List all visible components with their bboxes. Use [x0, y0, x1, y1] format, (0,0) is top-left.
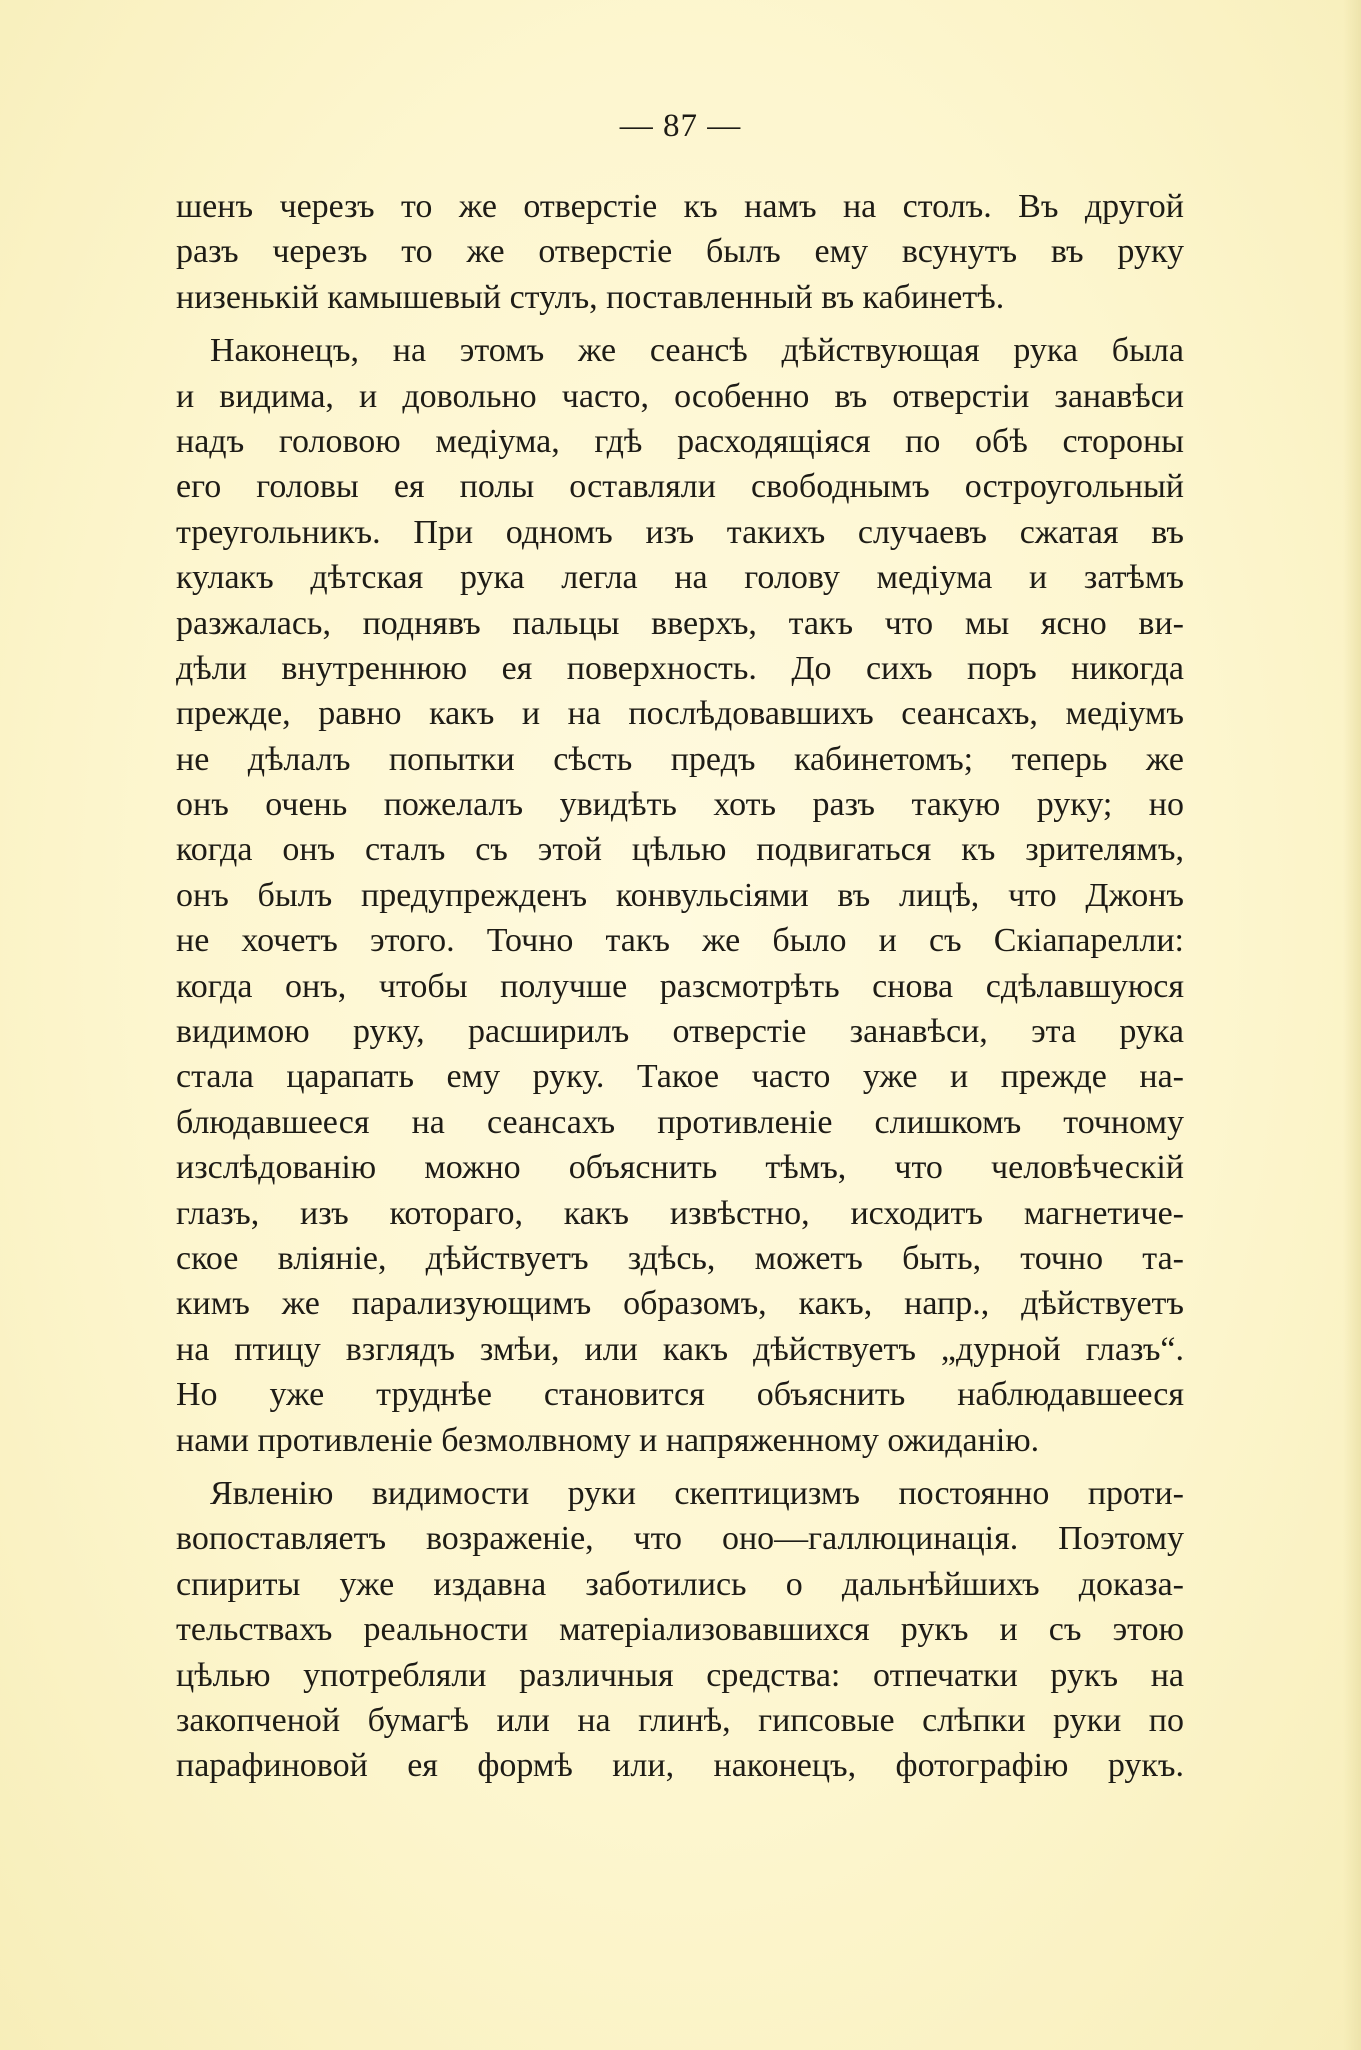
- text-line: надъ головою медіума, гдѣ расходящіяся по обѣ стороны: [176, 422, 1184, 460]
- text-line: и видима, и довольно часто, особенно въ отверстіи занавѣси: [176, 377, 1184, 415]
- text-line: ское вліяніе, дѣйствуетъ здѣсь, можетъ быть, точно та-: [176, 1239, 1184, 1277]
- paragraph-1: [176, 184, 1184, 320]
- text-line: тельствахъ реальности матеріализовавшихся рукъ и съ этою: [176, 1611, 1184, 1649]
- text-line: прежде, равно какъ и на послѣдовавшихъ сеансахъ, медіумъ: [176, 695, 1184, 733]
- text-line: спириты уже издавна заботились о дальнѣйшихъ доказа-: [176, 1565, 1184, 1603]
- text-line: дѣли внутреннюю ея поверхность. До сихъ поръ никогда: [176, 649, 1184, 687]
- text-line: Но уже труднѣе становится объяснить наблюдавшееся: [176, 1376, 1184, 1414]
- text-line: онъ былъ предупрежденъ конвульсіями въ лицѣ, что Джонъ: [176, 876, 1184, 914]
- text-line: стала царапать ему руку. Такое часто уже и прежде на-: [176, 1058, 1184, 1096]
- text-line: Явленію видимости руки скептицизмъ постоянно проти-: [210, 1474, 1184, 1512]
- page-number: — 87 —: [619, 108, 742, 144]
- text-line: не дѣлалъ попытки сѣсть предъ кабинетомъ; теперь же: [176, 740, 1184, 778]
- text-body: [176, 184, 1184, 1789]
- text-line: когда онъ сталъ съ этой цѣлью подвигаться къ зрителямъ,: [176, 831, 1184, 869]
- text-line: онъ очень пожелалъ увидѣть хоть разъ такую руку; но: [176, 786, 1184, 824]
- text-line: на птицу взглядъ змѣи, или какъ дѣйствуетъ „дурной глазъ“.: [176, 1330, 1184, 1368]
- text-line: разъ черезъ то же отверстіе былъ ему всунутъ въ руку: [176, 233, 1184, 271]
- text-line: кимъ же парализующимъ образомъ, какъ, напр., дѣйствуетъ: [176, 1285, 1184, 1323]
- text-line: цѣлью употребляли различныя средства: отпечатки рукъ на: [176, 1656, 1184, 1694]
- text-line: блюдавшееся на сеансахъ противленіе слишкомъ точному: [176, 1103, 1184, 1141]
- text-line: изслѣдованію можно объяснить тѣмъ, что человѣческій: [176, 1149, 1184, 1187]
- text-line: шенъ черезъ то же отверстіе къ намъ на столъ. Въ другой: [176, 188, 1184, 225]
- text-line: треугольникъ. При одномъ изъ такихъ случаевъ сжатая въ: [176, 513, 1184, 551]
- text-line: закопченой бумагѣ или на глинѣ, гипсовые слѣпки руки по: [176, 1701, 1184, 1739]
- text-line: вопоставляетъ возраженіе, что оно—галлюцинація. Поэтому: [176, 1520, 1184, 1558]
- text-line: его головы ея полы оставляли свободнымъ остроугольный: [176, 468, 1184, 506]
- text-line: когда онъ, чтобы получше разсмотрѣть снова сдѣлавшуюся: [176, 967, 1184, 1005]
- text-line: парафиновой ея формѣ или, наконецъ, фотографію рукъ.: [176, 1747, 1184, 1785]
- text-line: не хочетъ этого. Точно такъ же было и съ Скіапарелли:: [176, 922, 1184, 960]
- paragraph-2: [176, 328, 1184, 1463]
- page-edge-shadow: [1343, 0, 1361, 2050]
- text-line: низенькій камышевый стулъ, поставленный въ кабинетѣ.: [176, 278, 1005, 316]
- paragraph-3: [176, 1471, 1184, 1789]
- text-line: Наконецъ, на этомъ же сеансѣ дѣйствующая рука была: [210, 332, 1184, 370]
- text-line: разжалась, поднявъ пальцы вверхъ, такъ что мы ясно ви-: [176, 604, 1184, 642]
- text-line: нами противленіе безмолвному и напряженному ожиданію.: [176, 1421, 1040, 1459]
- text-line: кулакъ дѣтская рука легла на голову медіума и затѣмъ: [176, 559, 1184, 597]
- text-line: видимою руку, расширилъ отверстіе занавѣси, эта рука: [176, 1013, 1184, 1051]
- text-line: глазъ, изъ котораго, какъ извѣстно, исходитъ магнетиче-: [176, 1194, 1184, 1232]
